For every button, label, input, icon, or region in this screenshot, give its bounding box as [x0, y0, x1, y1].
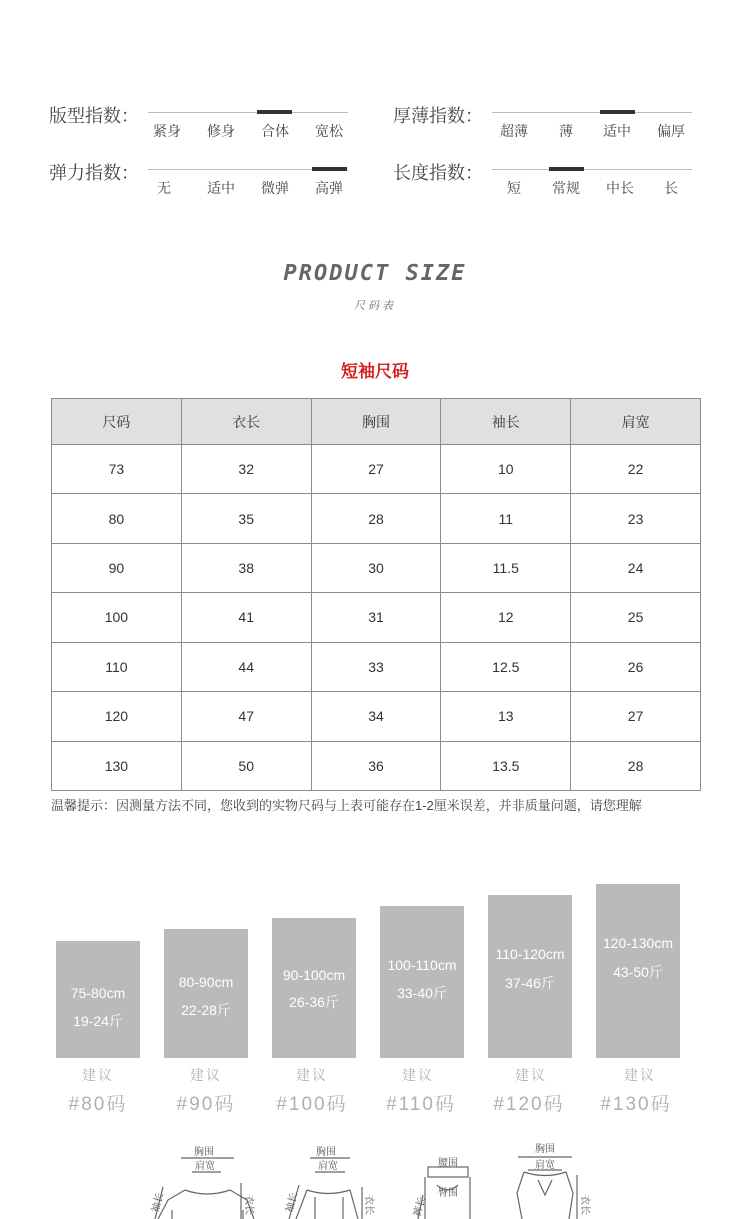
recommendation-box — [164, 929, 248, 1058]
hip-label: 臀围 — [438, 1188, 458, 1199]
suggested-size: #130码 — [600, 1094, 672, 1115]
measurement-note: 温馨提示：因测量方法不同，您收到的实物尺码与上表可能存在1-2厘米误差，并非质量问题，请您理解 — [51, 798, 642, 813]
table-cell: 31 — [311, 593, 441, 642]
fit-index-line — [148, 112, 348, 113]
elasticity-option: 适中 — [207, 181, 235, 197]
length-index-line — [492, 169, 692, 170]
table-cell: 27 — [571, 692, 701, 741]
table-cell: 130 — [52, 741, 182, 790]
length-option: 长 — [664, 181, 678, 197]
weight-range: 26-36斤 — [289, 994, 339, 1010]
table-cell: 13 — [441, 692, 571, 741]
table-cell: 10 — [441, 445, 571, 494]
thickness-index-label: 厚薄指数： — [393, 106, 483, 127]
elasticity-index-marker — [312, 167, 347, 171]
table-cell: 47 — [181, 692, 311, 741]
table-cell: 23 — [571, 494, 701, 543]
recommendation-box — [272, 918, 356, 1058]
weight-range: 37-46斤 — [505, 975, 555, 991]
table-cell: 80 — [52, 494, 182, 543]
table-cell: 34 — [311, 692, 441, 741]
table-cell: 11 — [441, 494, 571, 543]
fit-index-marker — [257, 110, 292, 114]
sleeve-label: 袖长 — [284, 1191, 301, 1214]
recommendation-box — [380, 906, 464, 1058]
length-option-selected: 常规 — [552, 181, 580, 197]
table-header: 袖长 — [441, 399, 571, 445]
length-label: 衣长 — [579, 1195, 590, 1215]
length-label: 衣长 — [243, 1195, 254, 1215]
suggest-label: 建议 — [624, 1068, 656, 1084]
length-index-marker — [549, 167, 584, 171]
length-index-label: 长度指数： — [393, 163, 483, 184]
height-range: 100-110cm — [387, 957, 457, 973]
table-cell: 12 — [441, 593, 571, 642]
fit-option: 修身 — [207, 124, 235, 140]
table-cell: 25 — [571, 593, 701, 642]
table-cell: 120 — [52, 692, 182, 741]
recommendation-box — [488, 895, 572, 1058]
measurement-diagrams — [0, 1135, 750, 1219]
thickness-option: 偏厚 — [657, 124, 685, 140]
weight-range: 43-50斤 — [613, 964, 663, 980]
table-cell: 28 — [311, 494, 441, 543]
weight-range: 19-24斤 — [73, 1013, 123, 1029]
table-row — [52, 642, 701, 691]
table-cell: 28 — [571, 741, 701, 790]
suggested-size: #90码 — [176, 1094, 236, 1115]
table-row — [52, 692, 701, 741]
sleeve-label: 袖长 — [150, 1191, 167, 1214]
table-cell: 36 — [311, 741, 441, 790]
table-cell: 110 — [52, 642, 182, 691]
shoulder-label: 肩宽 — [195, 1161, 215, 1172]
table-cell: 38 — [181, 543, 311, 592]
table-cell: 33 — [311, 642, 441, 691]
elasticity-option-selected: 高弹 — [315, 181, 343, 197]
table-cell: 11.5 — [441, 543, 571, 592]
table-header: 尺码 — [52, 399, 182, 445]
table-cell: 90 — [52, 543, 182, 592]
thickness-index-marker — [600, 110, 635, 114]
table-cell: 27 — [311, 445, 441, 494]
fit-index-label: 版型指数： — [49, 106, 139, 127]
height-range: 90-100cm — [282, 967, 346, 983]
suggested-size: #100码 — [276, 1094, 348, 1115]
recommendation-box — [56, 941, 140, 1058]
size-table-title: 短袖尺码 — [341, 362, 409, 382]
product-size-title: PRODUCT SIZE — [283, 261, 467, 286]
elasticity-option: 微弹 — [261, 181, 289, 197]
chest-label: 胸围 — [194, 1147, 214, 1158]
suggest-label: 建议 — [402, 1068, 434, 1084]
pants-length-label: 裤长 — [412, 1195, 429, 1218]
height-range: 75-80cm — [70, 985, 126, 1001]
thickness-option-selected: 适中 — [603, 124, 631, 140]
suggested-size: #120码 — [493, 1094, 565, 1115]
table-header: 衣长 — [181, 399, 311, 445]
table-cell: 13.5 — [441, 741, 571, 790]
table-cell: 32 — [181, 445, 311, 494]
chest-label: 胸围 — [316, 1147, 336, 1158]
thickness-index-line — [492, 112, 692, 113]
thickness-option: 超薄 — [500, 124, 528, 140]
waist-label: 腰围 — [438, 1158, 458, 1169]
table-row — [52, 543, 701, 592]
length-label: 衣长 — [363, 1195, 374, 1215]
table-cell: 12.5 — [441, 642, 571, 691]
elasticity-index-label: 弹力指数： — [49, 163, 139, 184]
table-header: 肩宽 — [571, 399, 701, 445]
shoulder-label: 肩宽 — [535, 1160, 555, 1171]
fit-option: 宽松 — [315, 124, 343, 140]
height-range: 80-90cm — [178, 974, 234, 990]
table-header: 胸围 — [311, 399, 441, 445]
shoulder-label: 肩宽 — [318, 1161, 338, 1172]
suggest-label: 建议 — [515, 1068, 547, 1084]
height-range: 120-130cm — [602, 935, 674, 951]
fit-option: 紧身 — [153, 124, 181, 140]
table-row — [52, 593, 701, 642]
suggest-label: 建议 — [82, 1068, 114, 1084]
suggested-size: #80码 — [68, 1094, 128, 1115]
thickness-option: 薄 — [559, 124, 573, 140]
fit-option-selected: 合体 — [261, 124, 289, 140]
table-cell: 100 — [52, 593, 182, 642]
table-header-row — [52, 399, 701, 445]
table-cell: 26 — [571, 642, 701, 691]
suggested-size: #110码 — [386, 1094, 456, 1115]
suggest-label: 建议 — [190, 1068, 222, 1084]
size-table — [51, 398, 701, 791]
table-cell: 24 — [571, 543, 701, 592]
recommendation-box — [596, 884, 680, 1058]
table-cell: 50 — [181, 741, 311, 790]
table-cell: 30 — [311, 543, 441, 592]
elasticity-option: 无 — [157, 181, 171, 197]
height-range: 110-120cm — [495, 946, 565, 962]
weight-range: 33-40斤 — [397, 985, 447, 1001]
suggest-label: 建议 — [296, 1068, 328, 1084]
table-cell: 73 — [52, 445, 182, 494]
table-row — [52, 741, 701, 790]
table-cell: 44 — [181, 642, 311, 691]
chest-label: 胸围 — [535, 1144, 555, 1155]
length-option: 中长 — [606, 181, 634, 197]
table-cell: 41 — [181, 593, 311, 642]
product-size-subtitle: 尺码表 — [354, 299, 396, 312]
weight-range: 22-28斤 — [181, 1002, 231, 1018]
table-row — [52, 445, 701, 494]
length-option: 短 — [507, 181, 521, 197]
table-cell: 22 — [571, 445, 701, 494]
table-row — [52, 494, 701, 543]
table-cell: 35 — [181, 494, 311, 543]
